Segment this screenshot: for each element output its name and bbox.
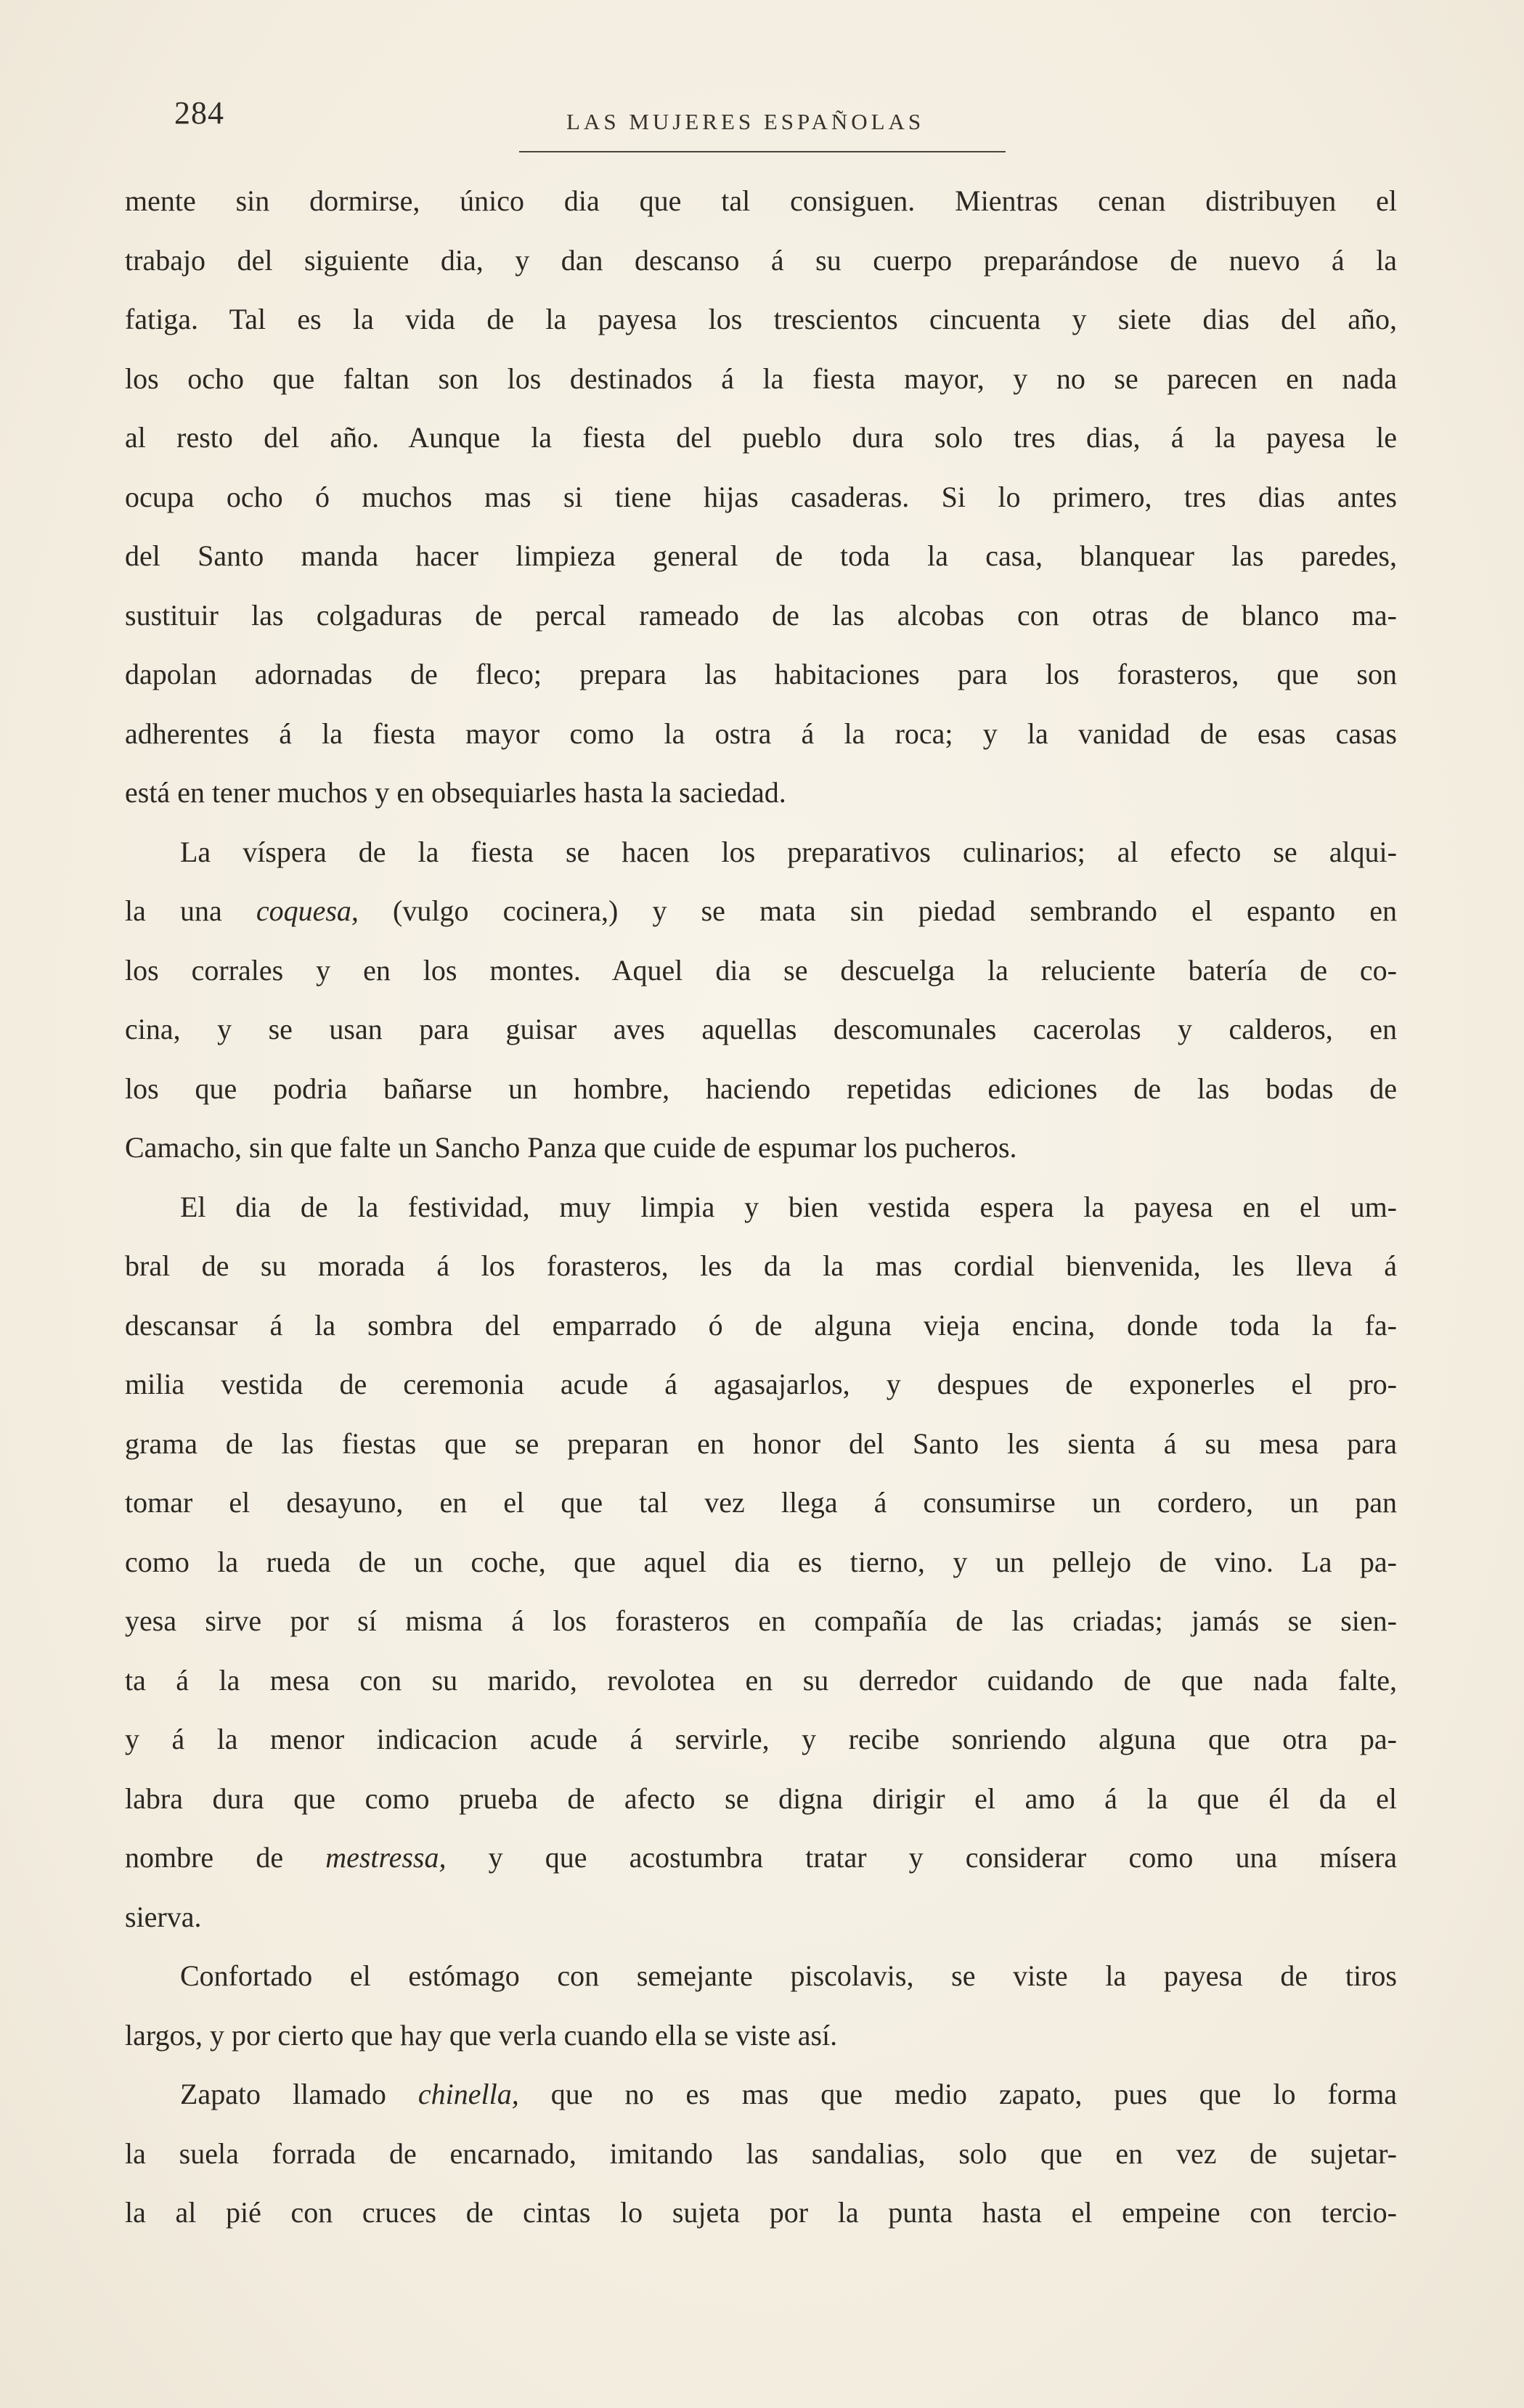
text-line: al resto del año. Aunque la fiesta del pueblo dura solo tres dias, á la payesa le [125, 421, 1397, 454]
text-line: descansar á la sombra del emparrado ó de alguna vieja encina, donde toda la fa- [125, 1308, 1397, 1342]
paragraph-4 [125, 1946, 1397, 2065]
text-line-with-italic [125, 2065, 1397, 2124]
page-number: 284 [174, 95, 224, 131]
text-line: sustituir las colgaduras de percal rameado de las alcobas con otras de blanco ma- [125, 598, 1397, 632]
text-segment: nombre de [125, 1841, 326, 1874]
text-line: la suela forrada de encarnado, imitando las sandalias, solo que en vez de sujetar- [125, 2136, 1397, 2170]
page-header [174, 94, 1394, 160]
paragraph-5 [125, 2065, 1397, 2242]
text-line: trabajo del siguiente dia, y dan descanso á su cuerpo preparándose de nuevo á la [125, 243, 1397, 277]
italic-term: coquesa, [256, 894, 359, 927]
running-head: LAS MUJERES ESPAÑOLAS [566, 109, 925, 134]
text-line: bral de su morada á los forasteros, les da la mas cordial bienvenida, les lleva á [125, 1249, 1397, 1282]
header-rule [519, 151, 1006, 152]
text-line: labra dura que como prueba de afecto se digna dirigir el amo á la que él da el [125, 1781, 1397, 1815]
text-line: está en tener muchos y en obsequiarles hasta la saciedad. [125, 776, 786, 809]
text-segment: la una [125, 894, 256, 927]
text-line: Confortado el estómago con semejante piscolavis, se viste la payesa de tiros [180, 1959, 1397, 1992]
text-line: grama de las fiestas que se preparan en honor del Santo les sienta á su mesa para [125, 1427, 1397, 1460]
text-line: Camacho, sin que falte un Sancho Panza que cuide de espumar los pucheros. [125, 1131, 1017, 1164]
text-line: milia vestida de ceremonia acude á agasajarlos, y despues de exponerles el pro- [125, 1368, 1397, 1400]
text-line: ocupa ocho ó muchos mas si tiene hijas casaderas. Si lo primero, tres dias antes [125, 480, 1397, 513]
text-line: la al pié con cruces de cintas lo sujeta por la punta hasta el empeine con tercio- [125, 2196, 1397, 2229]
text-line: los que podria bañarse un hombre, haciendo repetidas ediciones de las bodas de [125, 1072, 1397, 1105]
text-line: cina, y se usan para guisar aves aquellas descomunales cacerolas y calderos, en [125, 1013, 1397, 1045]
text-line: ta á la mesa con su marido, revolotea en su derredor cuidando de que nada falte, [125, 1663, 1397, 1697]
italic-term: chinella, [417, 2078, 519, 2110]
text-line: del Santo manda hacer limpieza general de toda la casa, blanquear las paredes, [125, 539, 1397, 572]
text-line-with-italic [125, 1828, 1397, 1887]
text-line: fatiga. Tal es la vida de la payesa los trescientos cincuenta y siete dias del año, [125, 303, 1397, 335]
text-line: El dia de la festividad, muy limpia y bien vestida espera la payesa en el um- [180, 1190, 1397, 1223]
text-line: y á la menor indicacion acude á servirle, y recibe sonriendo alguna que otra pa- [125, 1723, 1397, 1755]
italic-term: mestressa, [325, 1841, 447, 1874]
text-line: sierva. [125, 1900, 202, 1933]
text-line: como la rueda de un coche, que aquel dia es tierno, y un pellejo de vino. La pa- [125, 1545, 1397, 1578]
text-line: adherentes á la fiesta mayor como la ostra á la roca; y la vanidad de esas casas [125, 717, 1397, 750]
text-line: yesa sirve por sí misma á los forasteros en compañía de las criadas; jamás se sien- [125, 1604, 1397, 1637]
text-line: La víspera de la fiesta se hacen los preparativos culinarios; al efecto se alqui- [180, 835, 1397, 868]
text-segment: y que acostumbra tratar y considerar como una mísera [446, 1841, 1397, 1874]
text-line-with-italic [125, 881, 1397, 941]
text-segment: (vulgo cocinera,) y se mata sin piedad sembrando el espanto en [358, 894, 1397, 927]
text-line: largos, y por cierto que hay que verla cuando ella se viste así. [125, 2018, 838, 2052]
body-text [125, 171, 1397, 2242]
paragraph-3 [125, 1178, 1397, 1947]
text-line: tomar el desayuno, en el que tal vez llega á consumirse un cordero, un pan [125, 1486, 1397, 1519]
text-line: dapolan adornadas de fleco; prepara las habitaciones para los forasteros, que son [125, 658, 1397, 690]
text-segment: que no es mas que medio zapato, pues que lo forma [518, 2078, 1397, 2110]
paragraph-1 [125, 171, 1397, 823]
text-line: mente sin dormirse, único dia que tal consiguen. Mientras cenan distribuyen el [125, 184, 1397, 217]
text-line: los corrales y en los montes. Aquel dia se descuelga la reluciente batería de co- [125, 953, 1397, 987]
text-line: los ocho que faltan son los destinados á la fiesta mayor, y no se parecen en nada [125, 362, 1397, 395]
paragraph-2 [125, 823, 1397, 1178]
text-segment: Zapato llamado [180, 2078, 418, 2110]
